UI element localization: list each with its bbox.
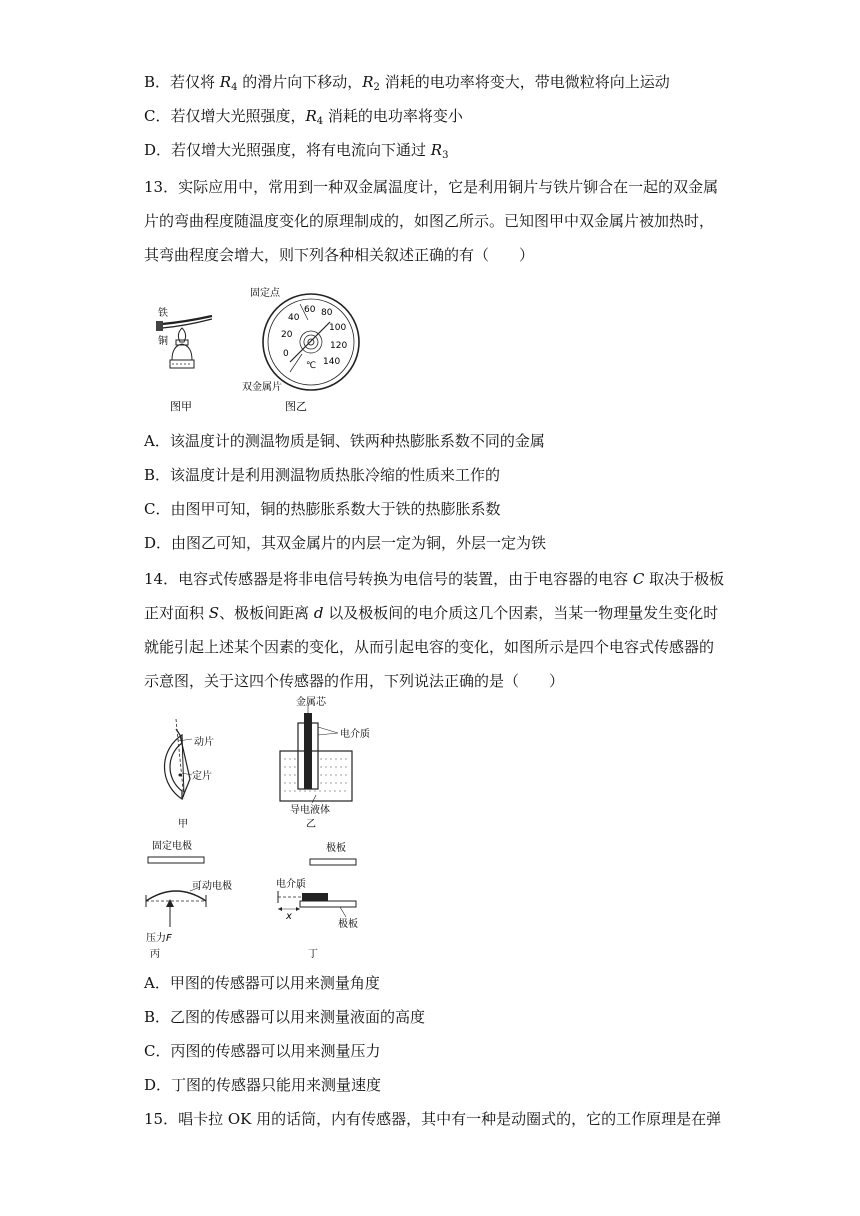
fig-jia-caption: 甲 xyxy=(178,819,188,830)
q13-option-c: C．由图甲可知，铜的热膨胀系数大于铁的热膨胀系数 xyxy=(144,500,501,518)
displacement-label: x xyxy=(286,911,292,922)
q14-stem-line-4: 示意图，关于这四个传感器的作用，下列说法正确的是（ ） xyxy=(144,672,565,690)
dial-tick-80: 80 xyxy=(321,308,333,318)
q14-option-d: D．丁图的传感器只能用来测量速度 xyxy=(144,1076,382,1094)
q14-option-c: C．丙图的传感器可以用来测量压力 xyxy=(144,1042,381,1060)
q14-stem-line-1: 14．电容式传感器是将非电信号转换为电信号的装置，由于电容器的电容 C 取决于极板 xyxy=(144,570,725,588)
fig-bing-caption: 丙 xyxy=(150,949,160,960)
q15-stem-line: 15．唱卡拉 OK 用的话筒，内有传感器，其中有一种是动圈式的，它的工作原理是在弹 xyxy=(144,1110,722,1128)
q14-option-b: B．乙图的传感器可以用来测量液面的高度 xyxy=(144,1008,426,1026)
copper-label: 铜 xyxy=(158,336,168,347)
q13-option-d: D．由图乙可知，其双金属片的内层一定为铜，外层一定为铁 xyxy=(144,534,547,552)
dial-tick-100: 100 xyxy=(329,323,347,333)
q13-stem xyxy=(144,170,718,272)
q14-stem xyxy=(144,562,725,698)
dial-tick-20: 20 xyxy=(281,330,293,340)
ding-dielectric-label: 电介质 xyxy=(276,879,306,890)
fig-jia-caption: 图甲 xyxy=(170,400,192,413)
capacitor-bing xyxy=(146,857,206,927)
fixed-plate-label: 定片 xyxy=(192,771,212,782)
q13-option-b: B．该温度计是利用测温物质热胀冷缩的性质来工作的 xyxy=(144,466,501,484)
q12-option-b: B．若仅将 $R_4$ 的滑片向下移动，$R_2$ 消耗的电功率将变大，带电微粒将向上运动 xyxy=(144,73,670,93)
q13-option-a: A．该温度计的测温物质是铜、铁两种热膨胀系数不同的金属 xyxy=(144,432,545,450)
fig-yi-caption: 图乙 xyxy=(285,400,307,413)
moving-plate-label: 动片 xyxy=(194,737,214,748)
q13-stem-line: 其弯曲程度会增大，则下列各种相关叙述正确的有（ ） xyxy=(144,246,535,264)
q13-stem-line: 13．实际应用中，常用到一种双金属温度计，它是利用铜片与铁片铆合在一起的双金属 xyxy=(144,178,719,196)
plate-top-label: 极板 xyxy=(326,843,346,854)
fixed-point-label: 固定点 xyxy=(250,288,280,299)
metal-core-label: 金属芯 xyxy=(296,697,326,708)
q12-option-c: C．若仅增大光照强度，$R_4$ 消耗的电功率将变小 xyxy=(144,107,463,127)
q12-option-d: D．若仅增大光照强度，将有电流向下通过 $R_3$ xyxy=(144,141,449,161)
conductive-liquid-label: 导电液体 xyxy=(290,805,330,816)
dial-tick-140: 140 xyxy=(323,357,341,367)
q13-stem-line: 片的弯曲程度随温度变化的原理制成的，如图乙所示。已知图甲中双金属片被加热时， xyxy=(144,212,715,230)
q14-stem-line-3: 就能引起上述某个因素的变化，从而引起电容的变化，如图所示是四个电容式传感器的 xyxy=(144,638,715,656)
q14-figure xyxy=(140,695,380,963)
q13-figure xyxy=(140,282,370,420)
fig-ding-caption: 丁 xyxy=(308,949,318,960)
dial-tick-0: 0 xyxy=(283,349,289,359)
q14-option-a: A．甲图的传感器可以用来测量角度 xyxy=(144,974,380,992)
plate-bottom-label: 极板 xyxy=(338,919,358,930)
capacitor-yi xyxy=(280,705,352,803)
dielectric-label: 电介质 xyxy=(340,729,370,740)
fixed-electrode-label: 固定电极 xyxy=(152,841,192,852)
bimetal-label: 双金属片 xyxy=(242,382,282,393)
dial-tick-40: 40 xyxy=(288,313,300,323)
capacitor-jia xyxy=(164,719,192,799)
dial-tick-120: 120 xyxy=(330,341,348,351)
dial-tick-60: 60 xyxy=(304,305,316,315)
iron-label: 铁 xyxy=(158,308,168,319)
fig-yi-caption: 乙 xyxy=(306,819,316,830)
unit-label: ℃ xyxy=(306,361,317,371)
pressure-label: 压力F xyxy=(146,933,172,944)
movable-electrode-label: 可动电极 xyxy=(192,881,232,892)
q14-stem-line-2: 正对面积 S、极板间距离 d 以及极板间的电介质这几个因素，当某一物理量发生变化时 xyxy=(144,604,719,622)
